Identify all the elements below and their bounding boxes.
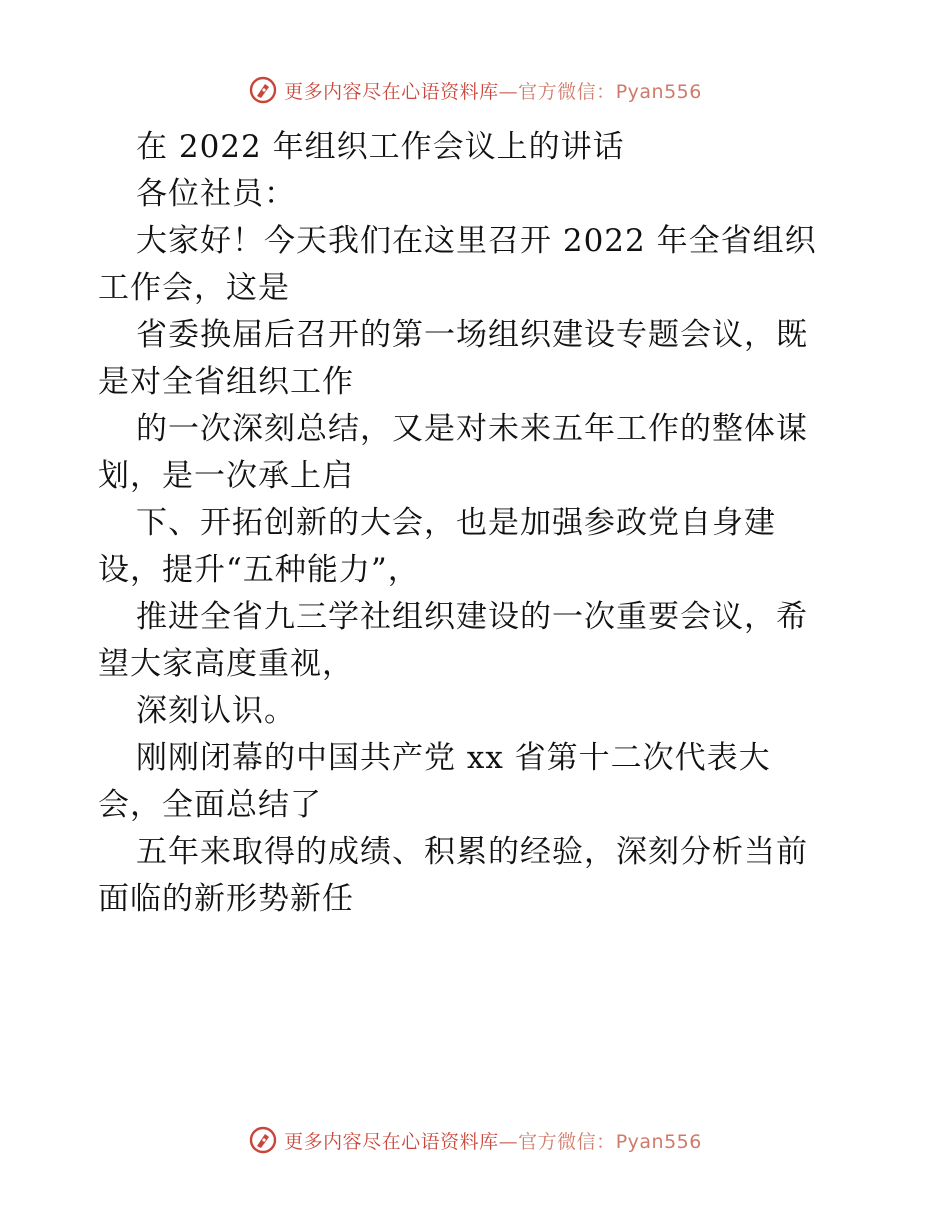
text-line: 推进全省九三学社组织建设的一次重要会议，希: [136, 599, 808, 635]
text-line: 望大家高度重视，: [98, 646, 354, 682]
text-line: 深刻认识。: [136, 693, 296, 729]
text-line: 大家好！今天我们在这里召开 2022 年全省组织: [136, 223, 817, 259]
banner-text: 更多内容尽在心语资料库—官方微信：Pyan556: [284, 1130, 702, 1153]
text-line: 省委换届后召开的第一场组织建设专题会议，既: [136, 317, 808, 353]
text-line: 是对全省组织工作: [98, 364, 354, 400]
footer-banner: [0, 1120, 950, 1160]
text-line: 面临的新形势新任: [98, 881, 354, 917]
text-line: 会，全面总结了: [98, 787, 322, 823]
pen-nib-logo-icon: [248, 75, 278, 105]
banner-text: 更多内容尽在心语资料库—官方微信：Pyan556: [284, 80, 702, 103]
pen-nib-logo-icon: [248, 1125, 278, 1155]
text-line: 五年来取得的成绩、积累的经验，深刻分析当前: [136, 834, 808, 870]
text-line: 的一次深刻总结，又是对未来五年工作的整体谋: [136, 411, 808, 447]
text-line: 设，提升“五种能力”，: [98, 552, 420, 588]
document-body: [98, 124, 858, 923]
text-line: 划，是一次承上启: [98, 458, 354, 494]
text-line: 各位社员：: [136, 176, 296, 212]
text-line: 下、开拓创新的大会，也是加强参政党自身建: [136, 505, 776, 541]
header-banner: [0, 70, 950, 110]
text-line: 刚刚闭幕的中国共产党 xx 省第十二次代表大: [136, 740, 771, 776]
text-line: 工作会，这是: [98, 270, 290, 306]
text-line: 在 2022 年组织工作会议上的讲话: [136, 129, 625, 165]
